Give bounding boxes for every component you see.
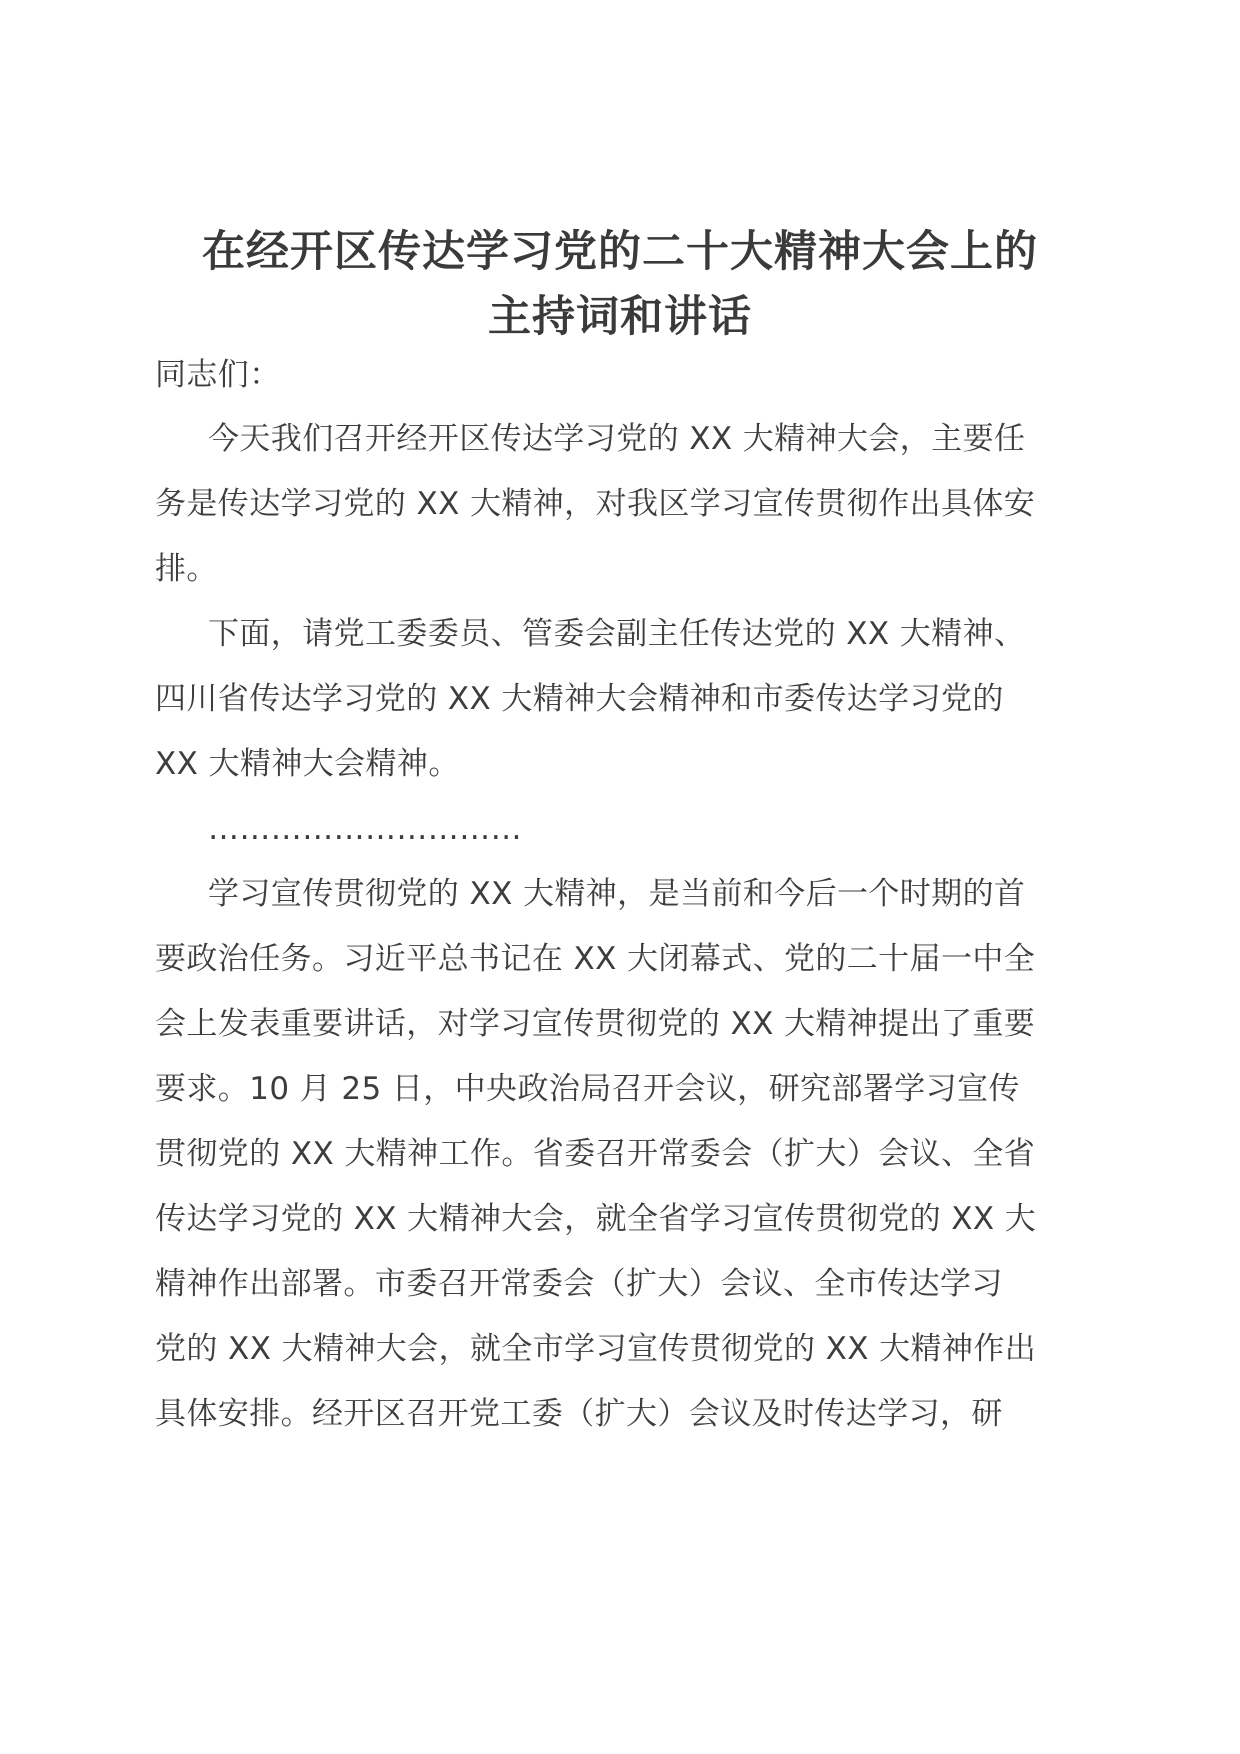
paragraph-3-line-6: 传达学习党的 XX 大精神大会，就全省学习宣传贯彻党的 XX 大 (155, 1201, 1037, 1237)
paragraph-3-line-8: 党的 XX 大精神大会，就全市学习宣传贯彻党的 XX 大精神作出 (155, 1331, 1037, 1367)
paragraph-3-line-1: 学习宣传贯彻党的 XX 大精神，是当前和今后一个时期的首 (208, 876, 1026, 912)
ellipsis-separator: ………………………… (208, 811, 522, 847)
paragraph-1-line-3: 排。 (155, 551, 218, 587)
paragraph-3-line-5: 贯彻党的 XX 大精神工作。省委召开常委会（扩大）会议、全省 (155, 1136, 1036, 1172)
paragraph-2-line-1: 下面，请党工委委员、管委会副主任传达党的 XX 大精神、 (208, 616, 1026, 652)
paragraph-1-line-2: 务是传达学习党的 XX 大精神，对我区学习宣传贯彻作出具体安 (155, 486, 1036, 522)
paragraph-2-line-2: 四川省传达学习党的 XX 大精神大会精神和市委传达学习党的 (155, 681, 1004, 717)
paragraph-3-line-4: 要求。10 月 25 日，中央政治局召开会议，研究部署学习宣传 (155, 1071, 1020, 1107)
paragraph-3-line-7: 精神作出部署。市委召开常委会（扩大）会议、全市传达学习 (155, 1266, 1003, 1302)
paragraph-3-line-9: 具体安排。经开区召开党工委（扩大）会议及时传达学习，研 (155, 1396, 1003, 1432)
paragraph-1-line-1: 今天我们召开经开区传达学习党的 XX 大精神大会，主要任 (208, 421, 1026, 457)
paragraph-2-line-3: XX 大精神大会精神。 (155, 746, 460, 782)
paragraph-3-line-2: 要政治任务。习近平总书记在 XX 大闭幕式、党的二十届一中全 (155, 941, 1036, 977)
document-title-line-2: 主持词和讲话 (488, 292, 752, 342)
salutation: 同志们： (155, 357, 281, 393)
paragraph-3-line-3: 会上发表重要讲话，对学习宣传贯彻党的 XX 大精神提出了重要 (155, 1006, 1036, 1042)
document-title-line-1: 在经开区传达学习党的二十大精神大会上的 (202, 227, 1038, 277)
